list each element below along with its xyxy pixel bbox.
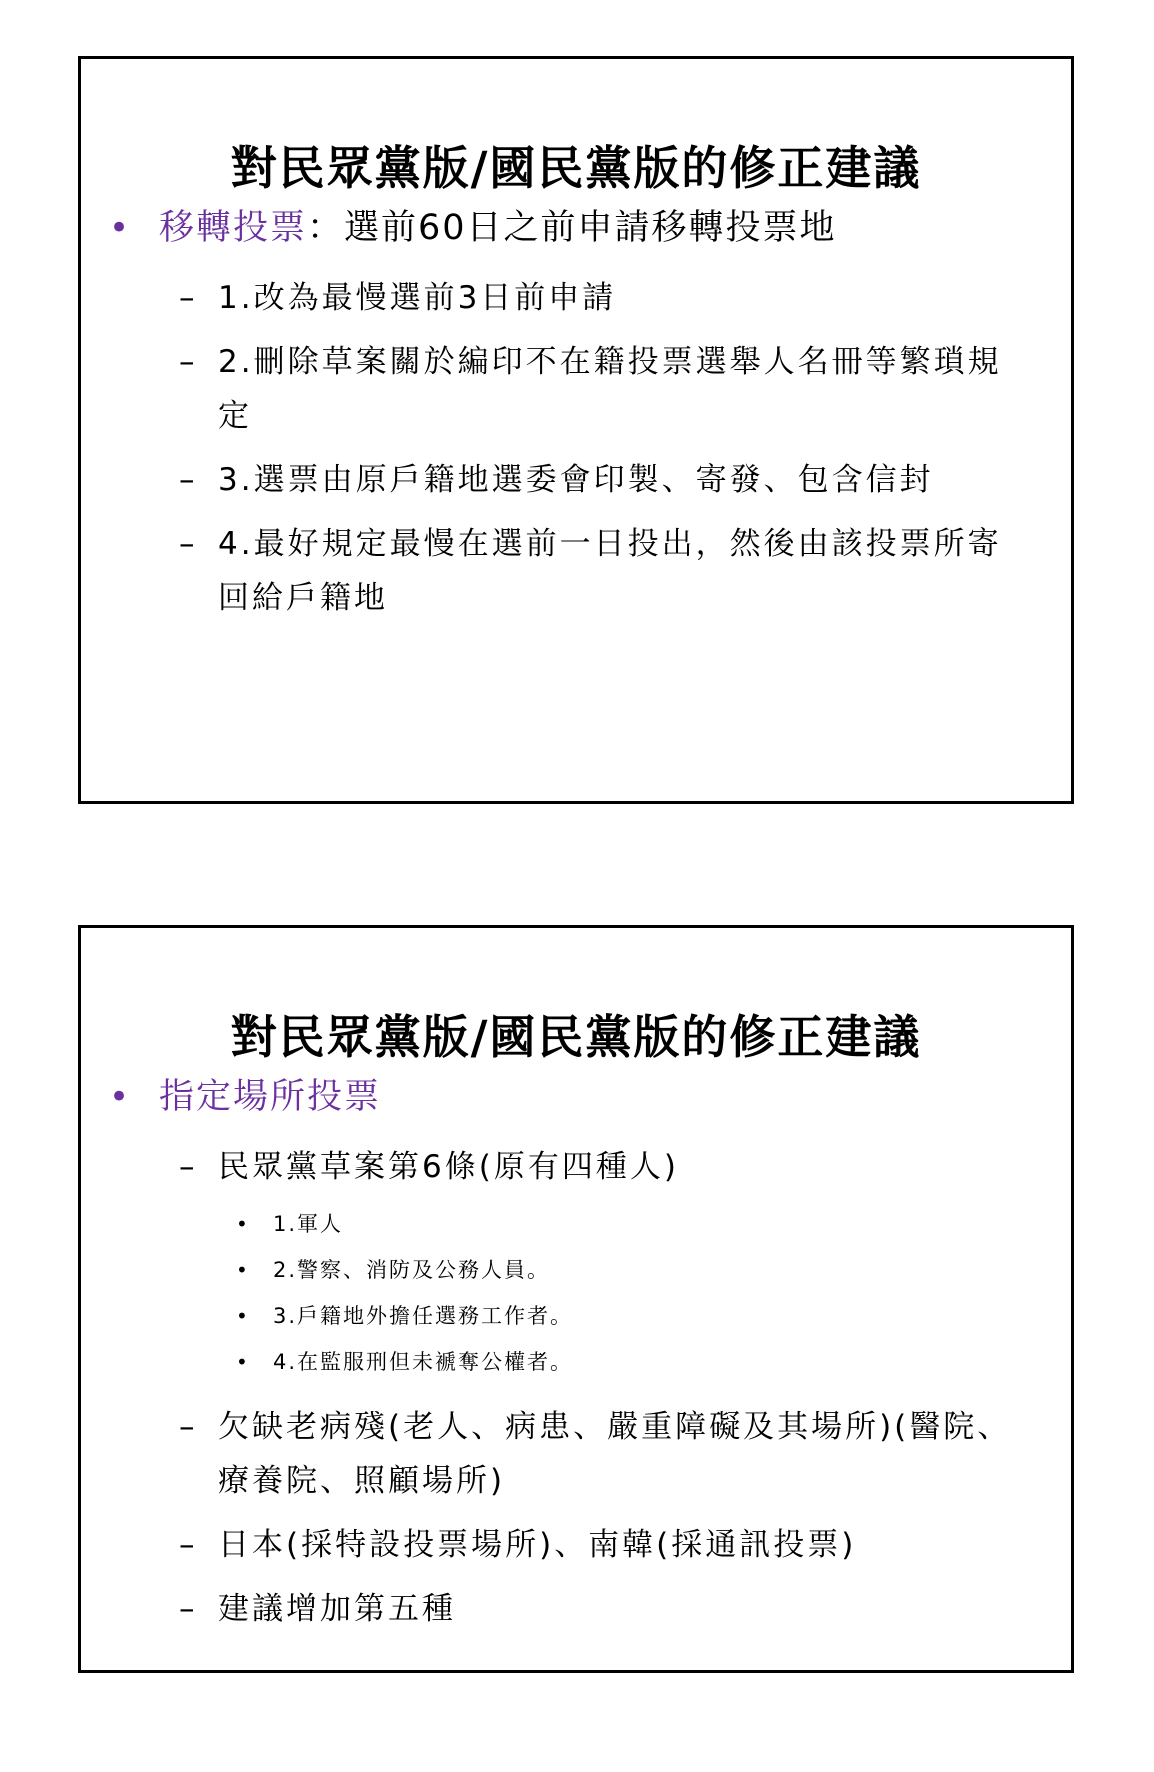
sub-sub-item — [81, 1342, 1071, 1382]
dash-icon: – — [179, 526, 198, 562]
sub-item — [81, 517, 1071, 625]
sub-item-text: 欠缺老病殘(老人、病患、嚴重障礙及其場所)(醫院、療養院、照顧場所) — [218, 1409, 1012, 1499]
sub-item-text: 1.改為最慢選前3日前申請 — [218, 280, 617, 316]
slide-content — [81, 1074, 1071, 1646]
sub-item — [81, 453, 1071, 507]
sub-sub-item — [81, 1204, 1071, 1244]
bullet-icon: • — [109, 208, 132, 248]
bullet-item — [81, 205, 1071, 251]
sub-item-text: 民眾黨草案第6條(原有四種人) — [218, 1149, 679, 1185]
slide-1 — [78, 56, 1074, 804]
bullet-highlight: 指定場所投票 — [159, 1077, 382, 1117]
dot-icon: • — [236, 1212, 250, 1236]
sub-item-text: 2.刪除草案關於編印不在籍投票選舉人名冊等繁瑣規定 — [218, 344, 1002, 434]
dash-icon: – — [179, 280, 198, 316]
sub-item — [81, 1518, 1071, 1572]
sub-item-text: 建議增加第五種 — [218, 1591, 456, 1627]
dash-icon: – — [179, 1149, 198, 1185]
sub-item — [81, 1582, 1071, 1636]
bullet-highlight: 移轉投票 — [159, 208, 308, 248]
sub-item — [81, 1140, 1071, 1194]
sub-sub-item-text: 4.在監服刑但未褫奪公權者。 — [273, 1350, 574, 1374]
sub-item — [81, 335, 1071, 443]
sub-item — [81, 1400, 1071, 1508]
dash-icon: – — [179, 344, 198, 380]
dot-icon: • — [236, 1304, 250, 1328]
sub-sub-item-text: 1.軍人 — [273, 1212, 344, 1236]
dash-icon: – — [179, 1527, 198, 1563]
sub-sub-item — [81, 1250, 1071, 1290]
dot-icon: • — [236, 1258, 250, 1282]
dash-icon: – — [179, 1409, 198, 1445]
sub-item-text: 日本(採特設投票場所)、南韓(採通訊投票) — [218, 1527, 857, 1563]
slide-2 — [78, 925, 1074, 1673]
dot-icon: • — [236, 1350, 250, 1374]
sub-sub-item — [81, 1296, 1071, 1336]
slide-title: 對民眾黨版/國民黨版的修正建議 — [230, 1009, 922, 1064]
slide-content — [81, 205, 1071, 635]
sub-sub-item-text: 2.警察、消防及公務人員。 — [273, 1258, 551, 1282]
bullet-item — [81, 1074, 1071, 1120]
sub-sub-list — [81, 1204, 1071, 1382]
sub-sub-item-text: 3.戶籍地外擔任選務工作者。 — [273, 1304, 574, 1328]
bullet-text: ：選前60日之前申請移轉投票地 — [307, 208, 837, 248]
bullet-icon: • — [109, 1077, 132, 1117]
sub-item-text: 4.最好規定最慢在選前一日投出，然後由該投票所寄回給戶籍地 — [218, 526, 1002, 616]
sub-item-text: 3.選票由原戶籍地選委會印製、寄發、包含信封 — [218, 462, 934, 498]
slide-title: 對民眾黨版/國民黨版的修正建議 — [230, 140, 922, 195]
dash-icon: – — [179, 1591, 198, 1627]
dash-icon: – — [179, 462, 198, 498]
sub-item — [81, 271, 1071, 325]
